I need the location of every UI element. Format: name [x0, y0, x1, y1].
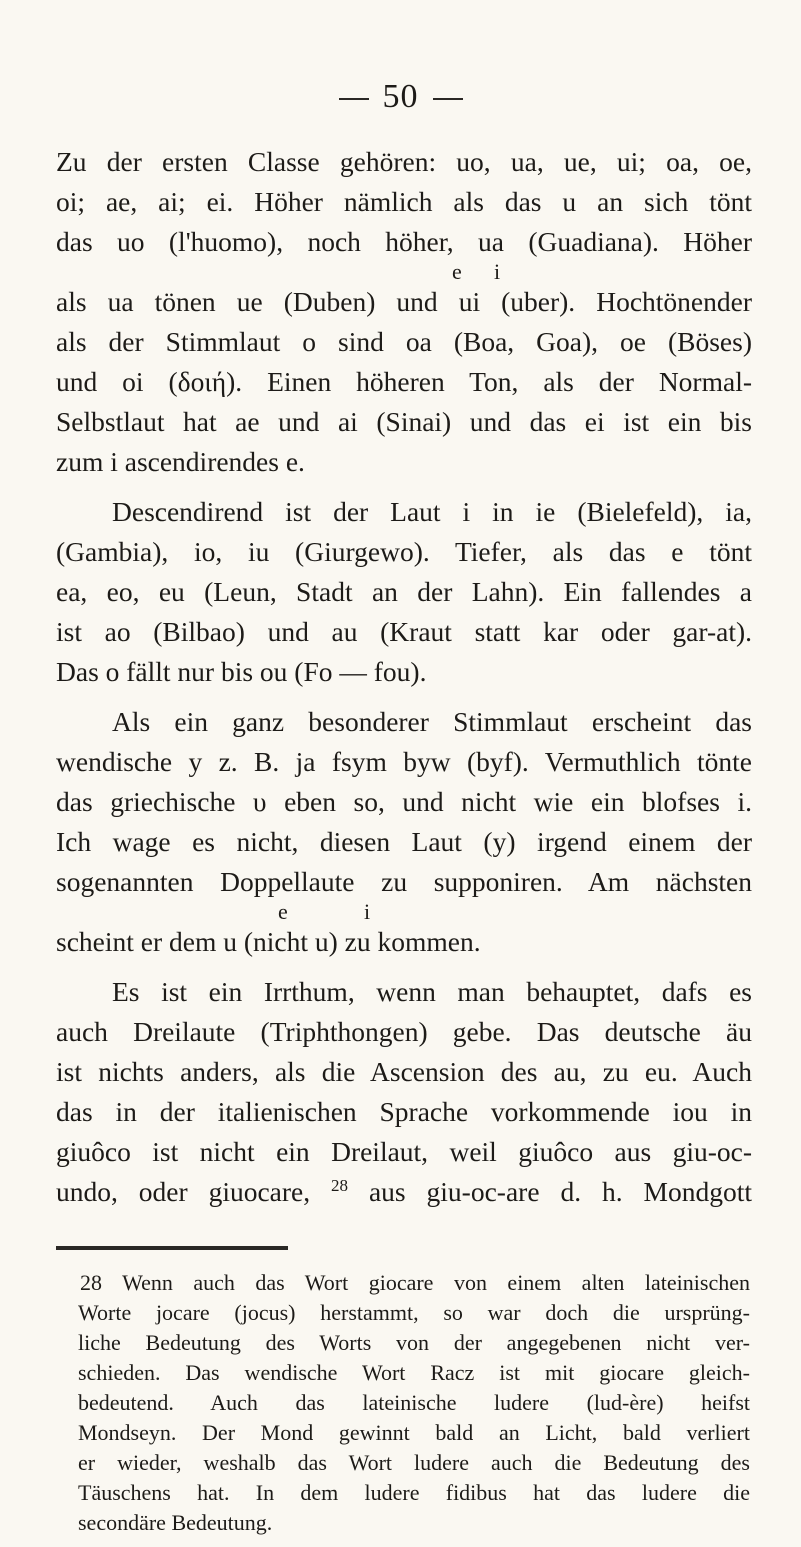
text-line: Ich wage es nicht, diesen Laut (y) irgend einem der: [56, 826, 752, 857]
text-line: (Gambia), io, iu (Giurgewo). Tiefer, als das e tönt: [56, 536, 752, 567]
text-line: auch Dreilaute (Triphthongen) gebe. Das deutsche äu: [56, 1016, 752, 1047]
text-line-with-note: [56, 1172, 752, 1212]
superscript-i: i: [364, 899, 371, 924]
superscript-i: i: [494, 259, 501, 284]
footnote-rule: [56, 1246, 288, 1250]
text-line: ea, eo, eu (Leun, Stadt an der Lahn). Ein fallendes a: [56, 576, 752, 607]
text-line: oi; ae, ai; ei. Höher nämlich als das u an sich tönt: [56, 186, 752, 217]
footnote-line: Mondseyn. Der Mond gewinnt bald an Licht, bald verliert: [78, 1420, 750, 1445]
text-line: Descendirend ist der Laut i in ie (Bielefeld), ia,: [112, 496, 752, 527]
footnote-line: secondäre Bedeutung.: [78, 1510, 273, 1535]
footnote-number: 28: [80, 1270, 102, 1295]
page-number-dash-right: [433, 98, 463, 100]
text-line: Zu der ersten Classe gehören: uo, ua, ue, ui; oa, oe,: [56, 146, 752, 177]
text-line: das uo (l'huomo), noch höher, ua (Guadiana). Höher: [56, 226, 752, 257]
footnote-line: [80, 1268, 750, 1299]
text-line: Das o fällt nur bis ou (Fo — fou).: [56, 656, 427, 687]
text-line: scheint er dem u (nicht u) zu kommen.: [56, 926, 481, 957]
text-line: ist nichts anders, als die Ascension des au, zu eu. Auch: [56, 1056, 752, 1087]
text-line: und oi (δοιή). Einen höheren Ton, als der Normal-: [56, 366, 752, 397]
text-line: wendische y z. B. ja fsym byw (byf). Vermuthlich tönte: [56, 746, 752, 777]
text-line: als ua tönen ue (Duben) und ui (uber). Hochtönender: [56, 286, 752, 317]
text-line: Es ist ein Irrthum, wenn man behauptet, dafs es: [112, 976, 752, 1007]
text-line: Als ein ganz besonderer Stimmlaut erscheint das: [112, 706, 752, 737]
footnote-line: Täuschens hat. In dem ludere fidibus hat das ludere die: [78, 1480, 750, 1505]
text-line: das in der italienischen Sprache vorkommende iou in: [56, 1096, 752, 1127]
text-line: das griechische υ eben so, und nicht wie ein blofses i.: [56, 786, 752, 817]
footnote-line: Worte jocare (jocus) herstammt, so war doch die ursprüng-: [78, 1300, 750, 1325]
footnote-line: liche Bedeutung des Worts von der angegebenen nicht ver-: [78, 1330, 750, 1355]
page-number: [0, 78, 801, 116]
page-number-value: 50: [382, 78, 419, 115]
footnote-line: schieden. Das wendische Wort Racz ist mit giocare gleich-: [78, 1360, 750, 1385]
footnote-text: Wenn auch das Wort giocare von einem alten lateinischen: [122, 1270, 750, 1295]
page-number-dash-left: [339, 98, 369, 100]
text-line: ist ao (Bilbao) und au (Kraut statt kar oder gar-at).: [56, 616, 752, 647]
superscript-e: e: [452, 259, 462, 284]
text-line: als der Stimmlaut o sind oa (Boa, Goa), oe (Böses): [56, 326, 752, 357]
text-line: giuôco ist nicht ein Dreilaut, weil giuôco aus giu-oc-: [56, 1136, 752, 1167]
text-line: zum i ascendirendes e.: [56, 446, 305, 477]
text-line: sogenannten Doppellaute zu supponiren. Am nächsten: [56, 866, 752, 897]
superscript-e: e: [278, 899, 288, 924]
text-line: Selbstlaut hat ae und ai (Sinai) und das ei ist ein bis: [56, 406, 752, 437]
text-segment: undo, oder giuocare,: [56, 1176, 311, 1207]
footnote-reference: 28: [331, 1175, 349, 1195]
text-segment: aus giu-oc-are d. h. Mondgott: [368, 1176, 752, 1207]
footnote-line: bedeutend. Auch das lateinische ludere (lud-ère) heifst: [78, 1390, 750, 1415]
footnote-line: er wieder, weshalb das Wort ludere auch die Bedeutung des: [78, 1450, 750, 1475]
